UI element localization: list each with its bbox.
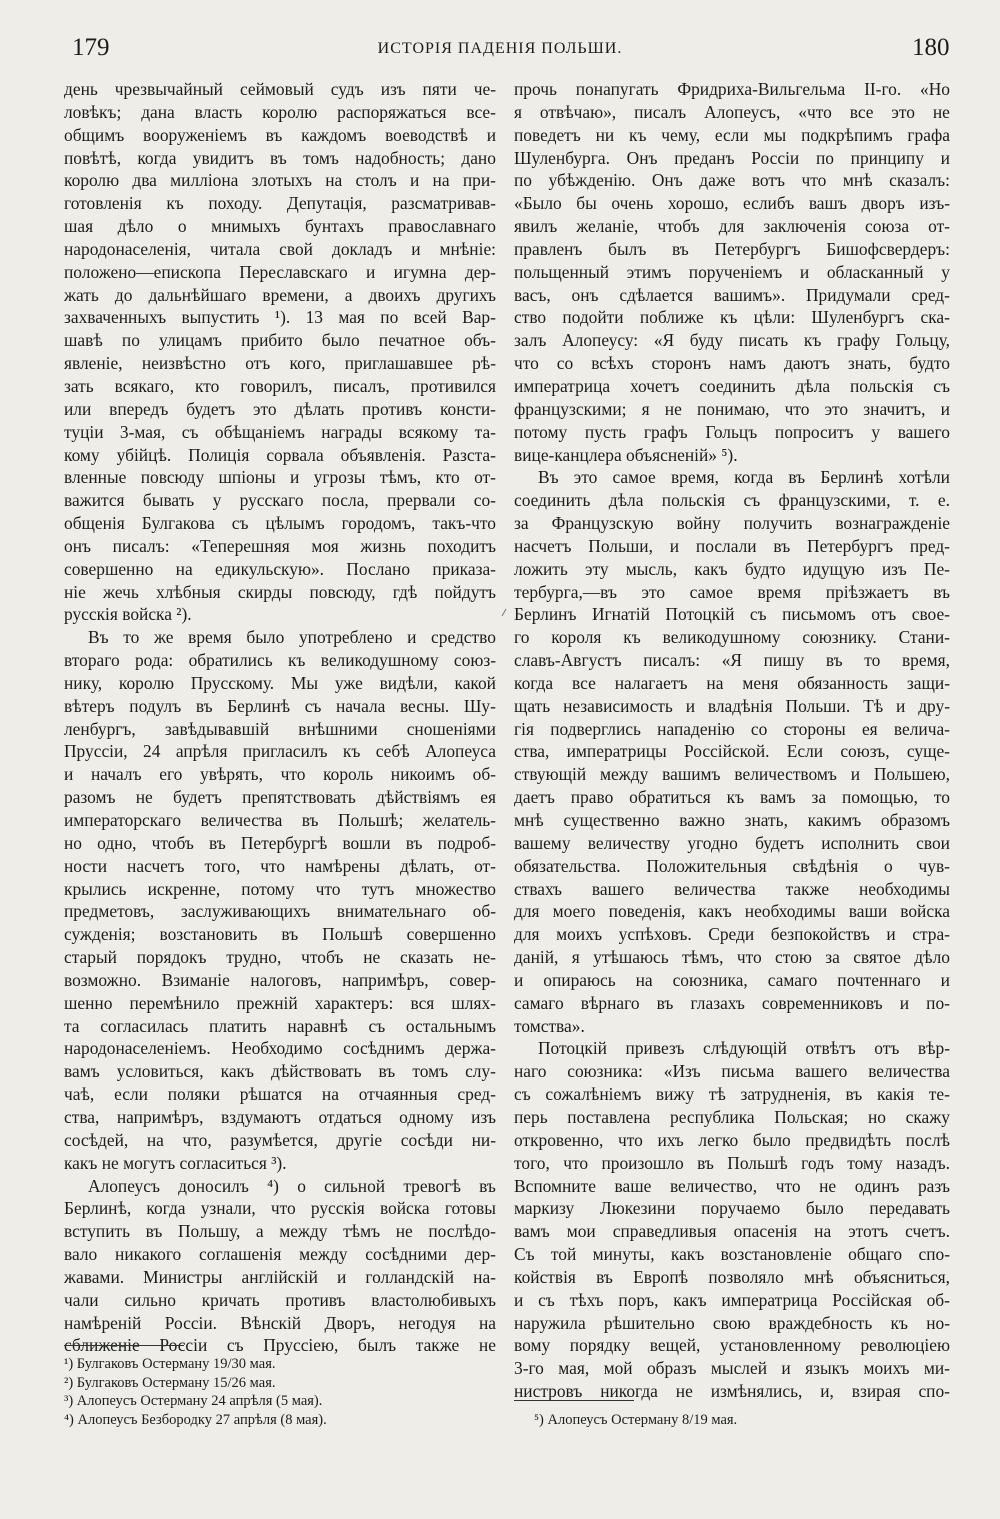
text-line: вленные повсюду шпіоны и угрозы тѣмъ, кто от- [64,467,496,488]
text-line: даній, я утѣшаюсь тѣмъ, что стою за святое дѣло [514,947,950,968]
text-line: залъ Алопеусу: «Я буду писать къ графу Гольцу, [514,330,950,351]
text-line: шенно перемѣнило прежній характеръ: вся шлях- [64,992,496,1013]
footnotes-left [64,1355,494,1430]
text-line: васъ, онъ сдѣлается вашимъ». Придумали сред- [514,284,950,305]
text-line: ствующій между вашимъ величествомъ и Польшею, [514,764,950,785]
text-line: «Было бы очень хорошо, еслибъ вашъ дворъ изъ- [514,193,950,214]
text-line: го короля къ великодушному союзнику. Стани- [514,627,950,648]
text-line: онъ писалъ: «Теперешняя моя жизнь походитъ [64,535,496,556]
text-line: или впередъ будетъ это дѣлать противъ консти- [64,398,496,419]
text-line: ложить эту мысль, какъ будто идущую изъ Пе- [514,558,950,579]
text-line: королю два милліона злотыхъ на столъ и на при- [64,170,496,191]
text-line: Берлинъ Игнатій Потоцкій съ письмомъ отъ свое- [514,604,950,625]
text-line: томства». [514,1015,585,1036]
text-line: втораго рода: обратились къ великодушному союз- [64,650,496,671]
text-line: самаго вѣрнаго въ глазахъ современниковъ и по- [514,992,950,1013]
footnote: ³) Алопеусъ Остерману 24 апрѣля (5 мая). [64,1393,323,1410]
text-line: перь поставлена республика Польская; но скажу [514,1106,950,1127]
page-number-right: 180 [912,34,950,61]
text-line: вало никакого соглашенія между сосѣдними дер- [64,1244,496,1265]
text-line: вому порядку вещей, установленному революціею [514,1335,950,1356]
text-line: ство подойти поближе къ цѣли: Шуленбургъ ска- [514,307,950,328]
text-line: положено—епископа Переславскаго и игумна дер- [64,261,496,282]
text-line: императорскаго величества въ Польшѣ; желатель- [64,810,496,830]
text-line: потому пусть графъ Гольцъ попроситъ у вашего [514,421,950,442]
text-line: явленіе, неизвѣстно отъ кого, приглашавшее рѣ- [64,353,496,374]
text-line: маркизу Люкезини поручаемо было передавать [514,1198,950,1219]
footnote: ²) Булгаковъ Остерману 15/26 мая. [64,1374,276,1391]
text-line: но одно, чтобъ въ Петербургѣ вошли въ подроб- [64,832,496,853]
text-line: Алопеусъ доносилъ ⁴) о сильной тревогѣ въ [88,1175,496,1196]
text-line: что со всѣхъ сторонъ намъ даютъ знать, будто [514,353,950,374]
text-line: жать до дальнѣйшаго времени, а двоихъ другихъ [64,284,496,305]
text-line: сосѣдей, на что, разумѣется, другіе сосѣди ни- [64,1129,496,1150]
text-line: крылись искренне, потому что тутъ множество [64,878,496,899]
text-line: французскими; я не понимаю, что это значитъ, и [514,398,950,419]
text-line: сужденія; возстановить въ Польшѣ совершенно [64,924,496,945]
text-line: русскія войска ²). [64,604,192,625]
text-line: день чрезвычайный сеймовый судъ изъ пяти че- [64,79,496,99]
text-line: вступить въ Польшу, а между тѣмъ не послѣдо- [64,1221,496,1242]
text-line: Въ то же время было употреблено и средство [88,627,496,648]
text-line: важится бывать у русскаго посла, прервали со- [64,490,496,511]
text-line: явилъ желаніе, чтобъ для заключенія союза от- [514,216,950,237]
text-line: Берлинѣ, когда узнали, что русскія войска готовы [64,1198,496,1219]
text-line: Потоцкій привезъ слѣдующій отвѣтъ отъ вѣр- [538,1038,950,1059]
page-number-left: 179 [72,34,110,61]
text-column-right [514,78,950,1403]
text-line: ства, императрицы Россійской. Если союзъ, суще- [514,741,950,762]
text-line: старый порядокъ трудно, чтобъ не сказать не- [64,947,496,968]
text-line: мнѣ существенно важно знать, какимъ образомъ [514,810,950,830]
text-line: ніе жечь хлѣбныя скирды повсюду, гдѣ пойдутъ [64,581,496,602]
text-line: повѣтѣ, когда увидитъ въ томъ надобность; дано [64,147,496,168]
text-line: гія подверглись нападенію со стороны ея велича- [514,718,950,739]
text-line: для моихъ успѣховъ. Среди безпокойствъ и стра- [514,924,950,945]
text-line: жавами. Министры англійскій и голландскій на- [64,1266,496,1287]
text-line: ности насчетъ того, что намѣрены дѣлать, от- [64,855,496,876]
text-line: щать независимость и владѣнія Польши. Тѣ и дру- [514,695,950,716]
text-line: обязательства. Положительныя свѣдѣнія о чув- [514,855,950,876]
text-line: совершенно на едикульскую». Послано приказа- [64,558,496,579]
text-line: Въ это самое время, когда въ Берлинѣ хотѣли [538,467,950,488]
text-line: я отвѣчаю», писалъ Алопеусъ, «что все это не [514,101,950,122]
text-line: ленбургъ, завѣдывавшій внѣшними сношеніями [64,718,496,739]
text-line: вашему величеству угодно будетъ исполнить свои [514,832,950,853]
text-line: зать всякаго, кто говорилъ, писалъ, противился [64,375,496,396]
footnote: ⁵) Алопеусъ Остерману 8/19 мая. [534,1412,738,1428]
text-line: вѣтеръ подулъ въ Берлинѣ съ начала весны. Шу- [64,695,496,716]
text-line: общенія Булгакова съ цѣлымъ городомъ, такъ-что [64,513,496,534]
text-line: шая дѣло о мнимыхъ бунтахъ православнаго [64,216,496,237]
text-line: прочь понапугать Фридриха-Вильгельма II-го. «Но [514,79,950,99]
text-line: Вспомните ваше величество, что не одинъ разъ [514,1175,950,1196]
footnote-rule-right [514,1400,634,1401]
text-line: нику, королю Прусскому. Мы уже видѣли, какой [64,672,496,693]
running-title: ИСТОРІЯ ПАДЕНІЯ ПОЛЬШИ. [377,40,623,57]
text-line: наружила рѣшительно свою враждебность къ но- [514,1312,950,1333]
text-column-left [64,78,496,1357]
text-line: сближеніе Россіи съ Пруссіею, былъ также не [64,1335,496,1356]
text-line: для моего поведенія, какъ необходимы ваши войска [514,901,950,922]
text-line: народонаселеніемъ. Необходимо сосѣднимъ держа- [64,1038,496,1059]
text-line: по убѣжденію. Онъ даже вотъ что мнѣ сказалъ: [514,170,950,191]
text-line: ловѣкъ; дана власть королю распоряжаться все- [64,101,496,122]
text-line: Шуленбурга. Онъ преданъ Россіи по принципу и [514,147,950,168]
text-line: вамъ мои справедливыя опасенія на этотъ счетъ. [514,1221,950,1242]
text-line: когда все налагаетъ на меня обязанность защи- [514,672,950,693]
text-line: вице-канцлера объясненій» ⁵). [514,444,738,465]
text-line: наго союзника: «Изъ письма вашего величества [514,1061,950,1082]
text-line: туціи 3-мая, съ обѣщаніемъ награды всякому та- [64,421,496,442]
text-line: тербурга,—въ это самое время пріѣзжаетъ въ [514,581,950,602]
text-line: намѣреній Россіи. Вѣнскій Дворъ, негодуя на [64,1312,496,1333]
text-line: и началъ его увѣрять, что король никоимъ об- [64,764,496,785]
text-line: соединить дѣла польскія съ французскими, т. е. [514,490,950,511]
text-line: императрица хочетъ соединить дѣла польскія съ [514,375,950,396]
text-line: та согласилась платить наравнѣ съ остальнымъ [64,1015,496,1036]
text-line: правленъ былъ въ Петербургъ Бишофсвердеръ: [514,238,950,259]
text-line: чали сильно кричать противъ властолюбивыхъ [64,1289,496,1310]
text-line: славъ-Августъ писалъ: «Я пишу въ то время, [514,650,950,671]
text-line: предметовъ, заслуживающихъ внимательнаго об- [64,901,496,922]
footnote: ⁴) Алопеусъ Безбородку 27 апрѣля (8 мая). [64,1412,327,1429]
text-line: Съ той минуты, какъ возстановленіе общаго спо- [514,1244,950,1265]
text-line: ствахъ вашего величества также необходимы [514,878,950,899]
text-line: польщенный этимъ порученіемъ и обласканный у [514,261,950,282]
text-line: какъ не могутъ согласиться ³). [64,1152,287,1173]
text-line: Пруссіи, 24 апрѣля пригласилъ къ себѣ Алопеуса [64,741,496,762]
text-line: нистровъ никогда не измѣнялись, и, взирая спо- [514,1381,950,1402]
text-line: шавѣ по улицамъ прибито было печатное объ- [64,330,496,351]
text-line: и съ тѣхъ поръ, какъ императрица Россійская об- [514,1289,950,1310]
text-line: насчетъ Польши, и послали въ Петербургъ пред- [514,535,950,556]
footnote: ¹) Булгаковъ Остерману 19/30 мая. [64,1356,276,1372]
text-line: койствія въ Европѣ позволяло мнѣ объясниться, [514,1266,950,1287]
text-line: съ сожалѣніемъ вижу тѣ затрудненія, въ какія те- [514,1084,950,1105]
text-line: 3-го мая, мой образъ мыслей и языкъ моихъ ми- [514,1358,950,1379]
text-line: ства, напримѣръ, вздумаютъ отдаться одному изъ [64,1106,496,1127]
text-line: общимъ вооруженіемъ въ каждомъ воеводствѣ и [64,124,496,145]
text-line: за Французскую войну получить вознагражденіе [514,513,950,534]
text-line: и опираюсь на союзника, самаго почтеннаго и [514,969,950,990]
text-line: разомъ не будетъ препятствовать дѣйствіямъ ея [64,787,496,808]
text-line: поведетъ ни къ чему, если мы подкрѣпимъ графа [514,124,950,145]
text-line: готовленія къ походу. Депутація, разсматривав- [64,193,496,214]
text-line: даетъ право обратиться къ вамъ за помощью, то [514,787,950,808]
text-line: чаѣ, если поляки рѣшатся на отчаянныя сред- [64,1084,496,1105]
text-line: того, что произошло въ Польшѣ годъ тому назадъ. [514,1152,950,1173]
text-line: захваченныхъ выпустить ¹). 13 мая по всей Вар- [64,307,496,328]
text-line: кому убійцѣ. Полиція сорвала объявленія. Разста- [64,444,496,465]
text-line: откровенно, что ихъ легко было предвидѣть послѣ [514,1129,950,1150]
text-line: вамъ условиться, какъ дѣйствовать въ томъ слу- [64,1061,496,1082]
footnote-rule-left [64,1345,184,1346]
scan-mark [502,609,507,616]
footnotes-right [534,1411,954,1430]
text-line: возможно. Взиманіе налоговъ, напримѣръ, совер- [64,969,496,990]
text-line: народонаселенія, читала свой докладъ и мнѣніе: [64,238,496,259]
